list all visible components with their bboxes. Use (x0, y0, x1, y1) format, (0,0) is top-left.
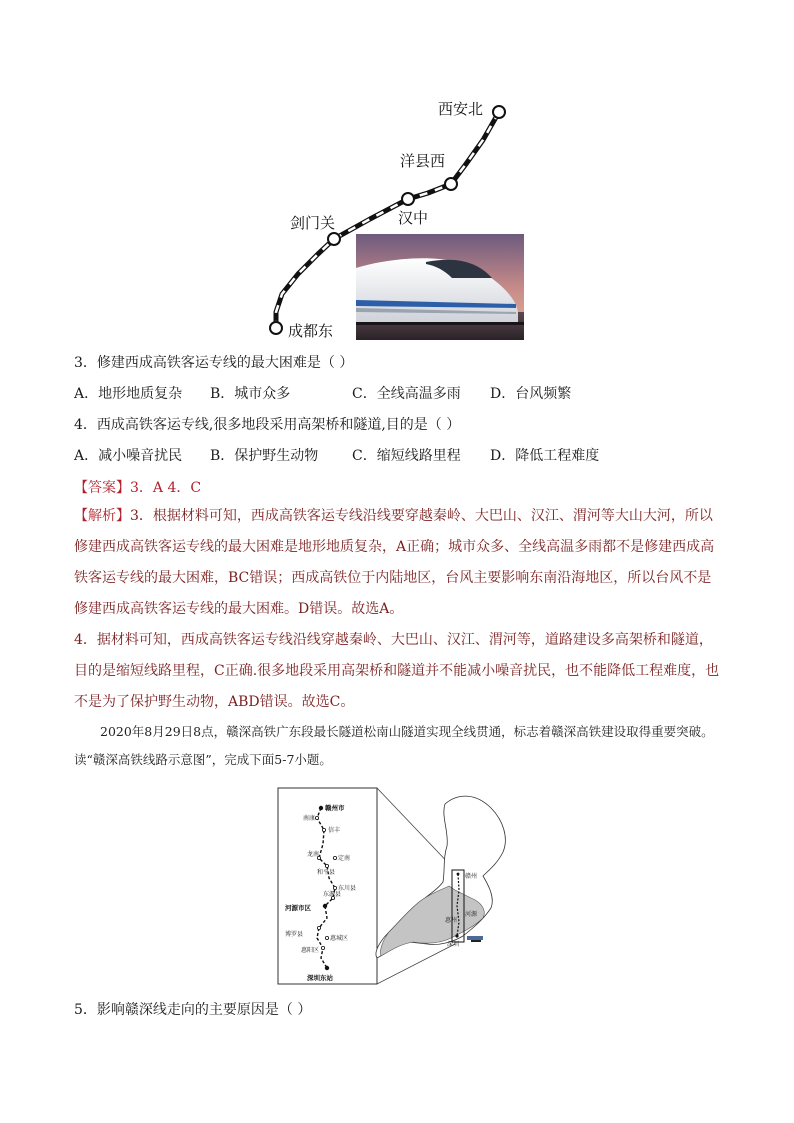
station-jianmen-marker (328, 233, 340, 245)
section-intro: 2020年8月29日8点，赣深高铁广东段最长隧道松南山隧道实现全线贯通，标志着赣深高铁建设取得重要突破。读“赣深高铁线路示意图”，完成下面5-7小题。 (74, 724, 714, 767)
station-xian-marker (493, 106, 505, 118)
map2-station-huiyang: 惠阳区 (301, 947, 320, 954)
map2-station-heping: 和平县 (317, 869, 336, 876)
station-yangxian-marker (445, 178, 457, 190)
map2-station-dingnan: 定南 (338, 855, 351, 862)
station-label-hanzhong: 汉中 (398, 209, 429, 227)
station-label-chengdu: 成都东 (288, 322, 334, 340)
answer-line (74, 477, 201, 497)
high-speed-train-photo (356, 234, 524, 340)
map2-station-boluo: 博罗县 (285, 931, 304, 938)
ganshen-railway-map (277, 786, 517, 986)
analysis-paragraph-3 (74, 501, 724, 625)
question-3-stem: 3．修建西成高铁客运专线的最大困难是（ ） (74, 355, 354, 371)
map2-inset-heyuan: 河源 (465, 911, 478, 918)
map2-inset-huizhou: 惠州 (445, 917, 458, 924)
question-4-option-b: B．保护野生动物 (210, 448, 319, 464)
map2-station-huicheng: 惠城区 (330, 935, 349, 942)
map2-station-shenzhen: 深圳东站 (307, 974, 333, 982)
question-3-option-b: B．城市众多 (210, 386, 291, 402)
xicheng-railway-map (258, 92, 528, 342)
answer-text: 3．A 4．C (130, 480, 202, 496)
map2-station-nankang: 南康 (303, 815, 316, 822)
map2-station-ganzhou: 赣州市 (325, 804, 345, 812)
question-4-stem: 4．西成高铁客运专线,很多地段采用高架桥和隧道,目的是（ ） (74, 417, 461, 433)
station-label-yangxian: 洋县西 (400, 152, 446, 170)
station-chengdu-marker (270, 322, 282, 334)
question-3-option-a: A．地形地质复杂 (74, 386, 183, 402)
station-hanzhong-marker (402, 193, 414, 205)
analysis-paragraph-4: 4．据材料可知，西成高铁客运专线沿线穿越秦岭、大巴山、汉江、渭河等，道路建设多高架桥和隧道，目的是缩短线路里程，C正确.很多地段采用高架桥和隧道并不能减小噪音扰民，也不能降低工程难度，也不是为了保护野生动物，ABD错误。故选C。 (74, 632, 720, 710)
map2-station-longnan: 龙南 (307, 851, 320, 858)
question-3-option-c: C．全线高温多雨 (352, 386, 461, 402)
analysis-tag: 【解析】 (74, 508, 130, 524)
question-4-option-a: A．减小噪音扰民 (74, 448, 183, 464)
station-label-jianmen: 剑门关 (290, 214, 336, 232)
question-3-option-d: D．台风频繁 (490, 386, 572, 402)
map2-station-dongchuan: 东川县 (338, 885, 357, 892)
station-label-xian: 西安北 (438, 100, 484, 118)
answer-tag: 【答案】 (74, 480, 130, 496)
map2-inset-shenzhen: 深圳 (447, 941, 460, 948)
analysis-3-text: 3．根据材料可知，西成高铁客运专线沿线要穿越秦岭、大巴山、汉江、渭河等大山大河，所以修建西成高铁客运专线的最大困难是地形地质复杂，A正确；城市众多、全线高温多雨都不是修建西成高铁客运专线的最大困难，BC错误；西成高铁位于内陆地区，台风主要影响东南沿海地区，所以台风不是修建西成高铁客运专线的最大困难。D错误。故选A。 (74, 508, 715, 617)
map2-inset-ganzhou: 赣州 (465, 873, 478, 880)
question-4-option-d: D．降低工程难度 (490, 448, 600, 464)
map2-station-dongyuan: 东源县 (323, 891, 342, 898)
map2-station-xinfeng: 信丰 (328, 827, 341, 834)
question-4-option-c: C．缩短线路里程 (352, 448, 461, 464)
ganshen-map-svg (277, 786, 517, 986)
question-5-stem: 5．影响赣深线走向的主要原因是（ ） (74, 1002, 312, 1018)
map2-station-heyuan: 河源市区 (285, 904, 311, 912)
